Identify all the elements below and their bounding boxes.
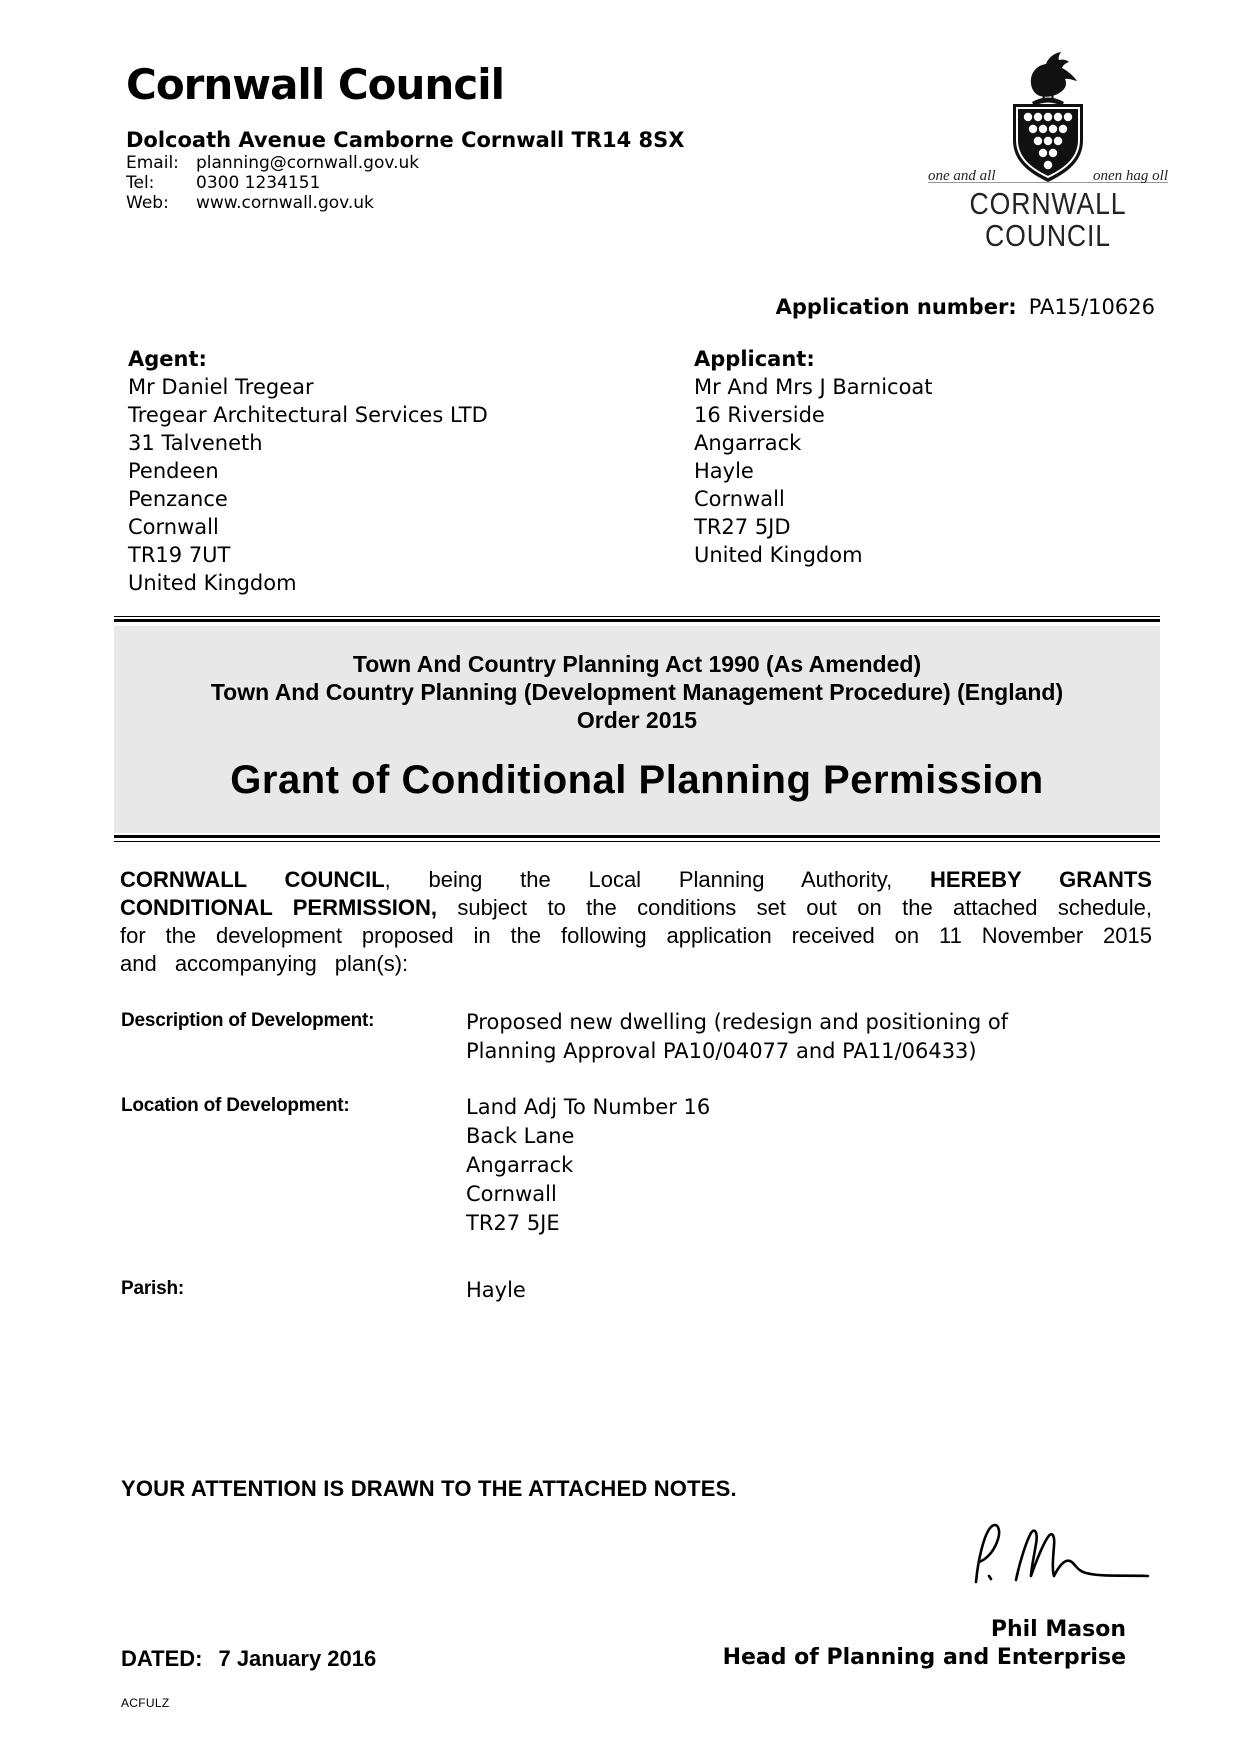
tel-label: Tel: <box>126 173 155 193</box>
grant-paragraph-bold1: CORNWALL COUNCIL <box>120 867 385 892</box>
parish-value: Hayle <box>466 1278 526 1302</box>
agent-line: TR19 7UT <box>128 543 231 567</box>
location-line: Cornwall <box>466 1182 557 1206</box>
council-address: Dolcoath Avenue Camborne Cornwall TR14 8SX <box>126 128 685 152</box>
motto-right: onen hag oll <box>1093 168 1168 184</box>
parish-label: Parish: <box>121 1278 185 1299</box>
attention-notice: YOUR ATTENTION IS DRAWN TO THE ATTACHED NOTES. <box>121 1476 737 1501</box>
applicant-line: Angarrack <box>694 431 802 455</box>
top-rule-thick <box>114 619 1160 622</box>
applicant-line: Cornwall <box>694 487 785 511</box>
email-label: Email: <box>126 153 179 173</box>
agent-line: Cornwall <box>128 515 219 539</box>
page-title: Cornwall Council <box>126 60 505 109</box>
location-label: Location of Development: <box>121 1095 350 1116</box>
agent-line: Mr Daniel Tregear <box>128 375 314 399</box>
motto-left: one and all <box>928 168 996 184</box>
agent-block <box>128 345 488 597</box>
description-line: Proposed new dwelling (redesign and positioning of <box>466 1010 1009 1034</box>
web-label: Web: <box>126 193 169 213</box>
signatory-title: Head of Planning and Enterprise <box>722 1645 1126 1670</box>
logo-name-line2: COUNCIL <box>984 218 1111 253</box>
location-line: TR27 5JE <box>466 1211 560 1235</box>
agent-line: 31 Talveneth <box>128 431 263 455</box>
description-line: Planning Approval PA10/04077 and PA11/06433) <box>466 1039 977 1063</box>
act-line-2: Town And Country Planning (Development Management Procedure) (England) <box>210 679 1064 705</box>
act-line-1: Town And Country Planning Act 1990 (As Amended) <box>352 651 922 677</box>
applicant-line: Hayle <box>694 459 754 483</box>
grant-heading: Grant of Conditional Planning Permission <box>230 758 1044 802</box>
applicant-line: United Kingdom <box>694 543 863 567</box>
signatory-name: Phil Mason <box>990 1617 1126 1642</box>
application-number-label: Application number: <box>775 295 1017 319</box>
email-value: planning@cornwall.gov.uk <box>196 153 420 173</box>
contact-email-row <box>126 153 419 173</box>
contact-web-row <box>126 193 419 213</box>
application-number-value: PA15/10626 <box>1028 295 1155 319</box>
signature-image <box>958 1518 1153 1593</box>
dated-value: 7 January 2016 <box>218 1646 377 1671</box>
location-line: Angarrack <box>466 1153 574 1177</box>
grant-paragraph-text2: subject to the conditions set out on the attached schedule, for the development proposed in the following application received on 11 November 2015 and accompanying plan(s): <box>120 895 1153 976</box>
act-box <box>114 626 1160 833</box>
motto-divider <box>928 158 1168 183</box>
signatory-block <box>723 1616 1126 1672</box>
dated-line <box>121 1646 376 1672</box>
description-label: Description of Development: <box>121 1010 375 1031</box>
applicant-block <box>694 345 933 569</box>
applicant-line: 16 Riverside <box>694 403 825 427</box>
council-logo <box>928 50 1168 255</box>
logo-name-line1: CORNWALL <box>969 186 1127 221</box>
applicant-line: Mr And Mrs J Barnicoat <box>694 375 933 399</box>
grant-paragraph <box>120 866 1152 978</box>
act-line-3: Order 2015 <box>576 707 698 733</box>
agent-line: United Kingdom <box>128 571 297 595</box>
bottom-rule-thick <box>114 835 1160 838</box>
applicant-label: Applicant: <box>694 347 815 371</box>
tel-value: 0300 1234151 <box>196 173 321 193</box>
application-number <box>776 295 1155 319</box>
web-value: www.cornwall.gov.uk <box>196 193 374 213</box>
applicant-line: TR27 5JD <box>694 515 791 539</box>
agent-line: Pendeen <box>128 459 219 483</box>
agent-line: Penzance <box>128 487 228 511</box>
location-value <box>466 1093 710 1238</box>
contact-block <box>126 153 419 213</box>
dated-label: DATED: <box>121 1646 203 1671</box>
bottom-rule-thin <box>114 841 1160 842</box>
agent-line: Tregear Architectural Services LTD <box>128 403 488 427</box>
contact-tel-row <box>126 173 419 193</box>
location-line: Back Lane <box>466 1124 575 1148</box>
description-value <box>466 1008 1008 1066</box>
top-rule-thin <box>114 616 1160 617</box>
location-line: Land Adj To Number 16 <box>466 1095 711 1119</box>
grant-paragraph-text1: , being the Local Planning Authority, <box>384 867 931 892</box>
agent-label: Agent: <box>128 347 207 371</box>
grant-paragraph-bold2: HEREBY GRANTS CONDITIONAL PERMISSION, <box>120 867 1152 920</box>
footer-code: ACFULZ <box>121 1696 170 1710</box>
